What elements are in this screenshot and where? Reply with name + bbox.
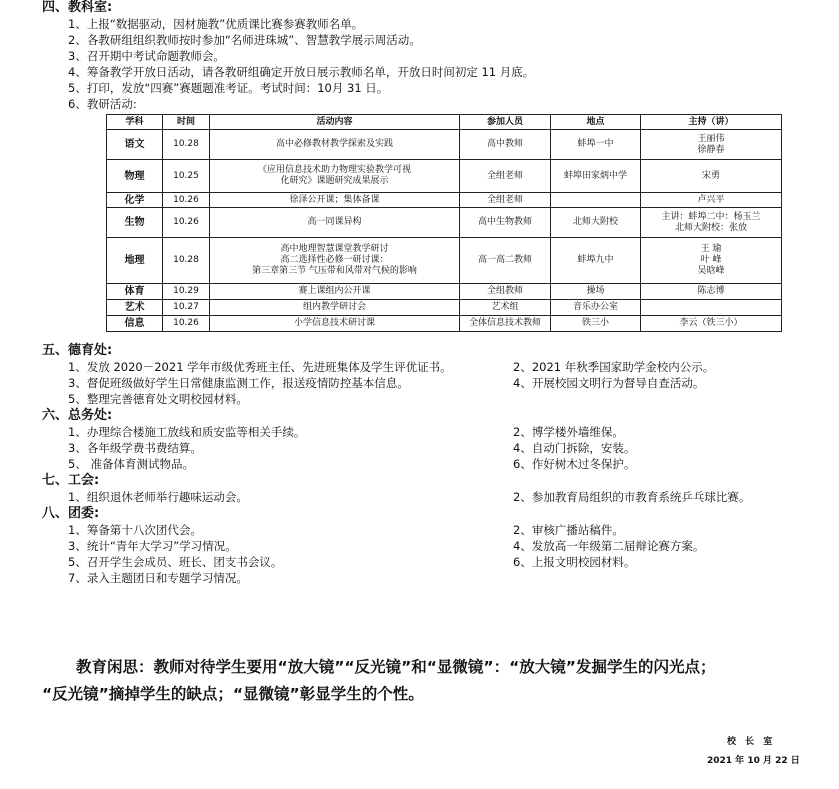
- cell-content: [210, 300, 460, 316]
- content-line: 《应用信息技术助力物理实验教学可视: [257, 165, 411, 175]
- cell-host: [641, 300, 782, 316]
- content-line: 第三章第三节 气压带和风带对气候的影响: [252, 266, 417, 276]
- cell-host: [641, 238, 782, 284]
- list-item: 4、自动门拆除，安装。: [513, 441, 636, 455]
- table-row: [107, 300, 782, 316]
- section-heading-general-affairs: 六、总务处:: [42, 408, 113, 423]
- host-line: 宋勇: [701, 170, 720, 181]
- cell-time: 10.28: [163, 238, 210, 284]
- list-item: 3、督促班级做好学生日常健康监测工作，报送疫情防控基本信息。: [68, 376, 409, 390]
- list-item: 1、办理综合楼施工放线和质安监等相关手续。: [68, 425, 306, 439]
- list-item: 4、开展校园文明行为督导自查活动。: [513, 376, 705, 390]
- host-line: 王丽伟: [697, 133, 725, 144]
- cell-host: [641, 160, 782, 193]
- list-item: 3、统计“青年大学习”学习情况。: [68, 539, 237, 553]
- cell-participants: 全组老师: [460, 160, 551, 193]
- cell-subject: 生物: [107, 208, 163, 238]
- list-item: 2、各教研组组织教师按时参加“名师进珠城”、智慧教学展示周活动。: [68, 33, 421, 47]
- research-activity-table: [106, 114, 782, 332]
- host-line: 卢兴平: [697, 194, 725, 205]
- list-item: 6、教研活动:: [68, 97, 137, 111]
- host-line: 王 瑜: [700, 244, 722, 254]
- cell-content: [210, 316, 460, 332]
- header-participants: 参加人员: [460, 115, 551, 130]
- header-subject: 学科: [107, 115, 163, 130]
- table-row: [107, 284, 782, 300]
- list-item: 6、上报文明校园材料。: [513, 555, 636, 569]
- cell-participants: 高中生物教师: [460, 208, 551, 238]
- cell-location: 北师大附校: [551, 208, 641, 238]
- host-line: 李云（铁三小）: [679, 318, 743, 328]
- list-item: 4、筹备教学开放日活动，请各教研组确定开放日展示教师名单，开放日时间初定 11 月底。: [68, 65, 535, 79]
- content-line: 高中必修教材教学探索及实践: [275, 139, 393, 149]
- content-line: 赛上课组内公开课: [298, 286, 371, 296]
- motto-line: “反光镜”摘掉学生的缺点；“显微镜”彰显学生的个性。: [42, 685, 424, 703]
- cell-subject: 化学: [107, 193, 163, 208]
- list-item: 5、 准备体育测试物品。: [68, 457, 194, 471]
- table-row: [107, 316, 782, 332]
- table-row: [107, 208, 782, 238]
- cell-subject: 艺术: [107, 300, 163, 316]
- content-line: 化研究》课题研究成果展示: [280, 176, 389, 186]
- cell-participants: 高中教师: [460, 130, 551, 160]
- cell-location: [551, 193, 641, 208]
- list-item: 4、发放高一年级第二届辩论赛方案。: [513, 539, 705, 553]
- host-line: 吴晗峰: [697, 266, 725, 276]
- cell-location: 铁三小: [551, 316, 641, 332]
- cell-participants: 高一高二教师: [460, 238, 551, 284]
- list-item: 2、参加教育局组织的市教育系统乒乓球比赛。: [513, 490, 751, 504]
- cell-host: [641, 208, 782, 238]
- list-item: 1、筹备第十八次团代会。: [68, 523, 202, 537]
- header-location: 地点: [551, 115, 641, 130]
- cell-time: 10.26: [163, 208, 210, 238]
- list-item: 1、组织退休老师举行趣味运动会。: [68, 490, 248, 504]
- header-time: 时间: [163, 115, 210, 130]
- education-thought: [42, 654, 832, 708]
- cell-participants: 艺术组: [460, 300, 551, 316]
- header-host: 主持（讲）: [641, 115, 782, 130]
- section-heading-teaching: 四、教科室:: [42, 0, 113, 15]
- cell-location: 蚌埠田家炳中学: [551, 160, 641, 193]
- cell-location: 蚌埠一中: [551, 130, 641, 160]
- table-row: [107, 130, 782, 160]
- host-line: 徐静春: [697, 144, 725, 155]
- cell-location: 音乐办公室: [551, 300, 641, 316]
- list-item: 3、各年级学费书费结算。: [68, 441, 202, 455]
- cell-time: 10.25: [163, 160, 210, 193]
- table-header-row: [107, 115, 782, 130]
- content-line: 高一同课异构: [307, 217, 362, 227]
- cell-location: 蚌埠九中: [551, 238, 641, 284]
- cell-content: [210, 208, 460, 238]
- list-item: 1、发放 2020－2021 学年市级优秀班主任、先进班集体及学生评优证书。: [68, 360, 452, 374]
- cell-content: [210, 238, 460, 284]
- content-line: 小学信息技术研讨课: [293, 318, 375, 328]
- host-line: 北师大附校：张放: [674, 222, 747, 233]
- section-heading-labor-union: 七、工会:: [42, 473, 100, 488]
- cell-time: 10.28: [163, 130, 210, 160]
- table-row: [107, 193, 782, 208]
- content-line: 高二选择性必修一研讨课：: [280, 255, 389, 265]
- issue-date: 2021 年 10 月 22 日: [707, 756, 800, 766]
- list-item: 2、审核广播站稿件。: [513, 523, 624, 537]
- host-line: 叶 峰: [700, 255, 722, 265]
- cell-subject: 语文: [107, 130, 163, 160]
- list-item: 6、作好树木过冬保护。: [513, 457, 636, 471]
- cell-subject: 物理: [107, 160, 163, 193]
- list-item: 5、打印，发放“四赛”赛题题准考证。考试时间：10月 31 日。: [68, 81, 389, 95]
- cell-participants: 全体信息技术教师: [460, 316, 551, 332]
- cell-subject: 体育: [107, 284, 163, 300]
- cell-content: [210, 160, 460, 193]
- list-item: 3、召开期中考试命题教师会。: [68, 49, 225, 63]
- list-item: 5、召开学生会成员、班长、团支书会议。: [68, 555, 283, 569]
- issuing-office: 校 长 室: [727, 737, 776, 747]
- content-line: 高中地理智慧课堂教学研讨: [280, 244, 389, 254]
- cell-host: [641, 284, 782, 300]
- cell-content: [210, 193, 460, 208]
- cell-time: 10.26: [163, 316, 210, 332]
- host-line: 陈志博: [697, 286, 725, 296]
- cell-subject: 信息: [107, 316, 163, 332]
- list-item: 2、2021 年秋季国家助学金校内公示。: [513, 360, 715, 374]
- cell-participants: 全组教师: [460, 284, 551, 300]
- list-item: 5、整理完善德育处文明校园材料。: [68, 392, 248, 406]
- section-heading-youth-league: 八、团委:: [42, 506, 100, 521]
- cell-time: 10.27: [163, 300, 210, 316]
- cell-time: 10.29: [163, 284, 210, 300]
- cell-subject: 地理: [107, 238, 163, 284]
- list-item: 1、上报“数据驱动，因材施教”优质课比赛参赛教师名单。: [68, 17, 364, 31]
- section-heading-moral-education: 五、德育处:: [42, 343, 113, 358]
- host-line: 主讲：蚌埠二中：杨玉兰: [661, 211, 761, 222]
- cell-content: [210, 130, 460, 160]
- cell-host: [641, 130, 782, 160]
- cell-content: [210, 284, 460, 300]
- table-row: [107, 160, 782, 193]
- table-row: [107, 238, 782, 284]
- content-line: 组内教学研讨会: [302, 302, 366, 312]
- content-line: 徐泽公开课；集体备课: [289, 194, 380, 205]
- cell-host: [641, 193, 782, 208]
- cell-host: [641, 316, 782, 332]
- list-item: 2、博学楼外墙维保。: [513, 425, 624, 439]
- cell-time: 10.26: [163, 193, 210, 208]
- cell-location: 操场: [551, 284, 641, 300]
- header-content: 活动内容: [210, 115, 460, 130]
- motto-line: 教育闲思：教师对待学生要用“放大镜”“反光镜”和“显微镜”：“放大镜”发掘学生的闪光点；: [76, 658, 716, 676]
- cell-participants: 全组老师: [460, 193, 551, 208]
- list-item: 7、录入主题团日和专题学习情况。: [68, 571, 248, 585]
